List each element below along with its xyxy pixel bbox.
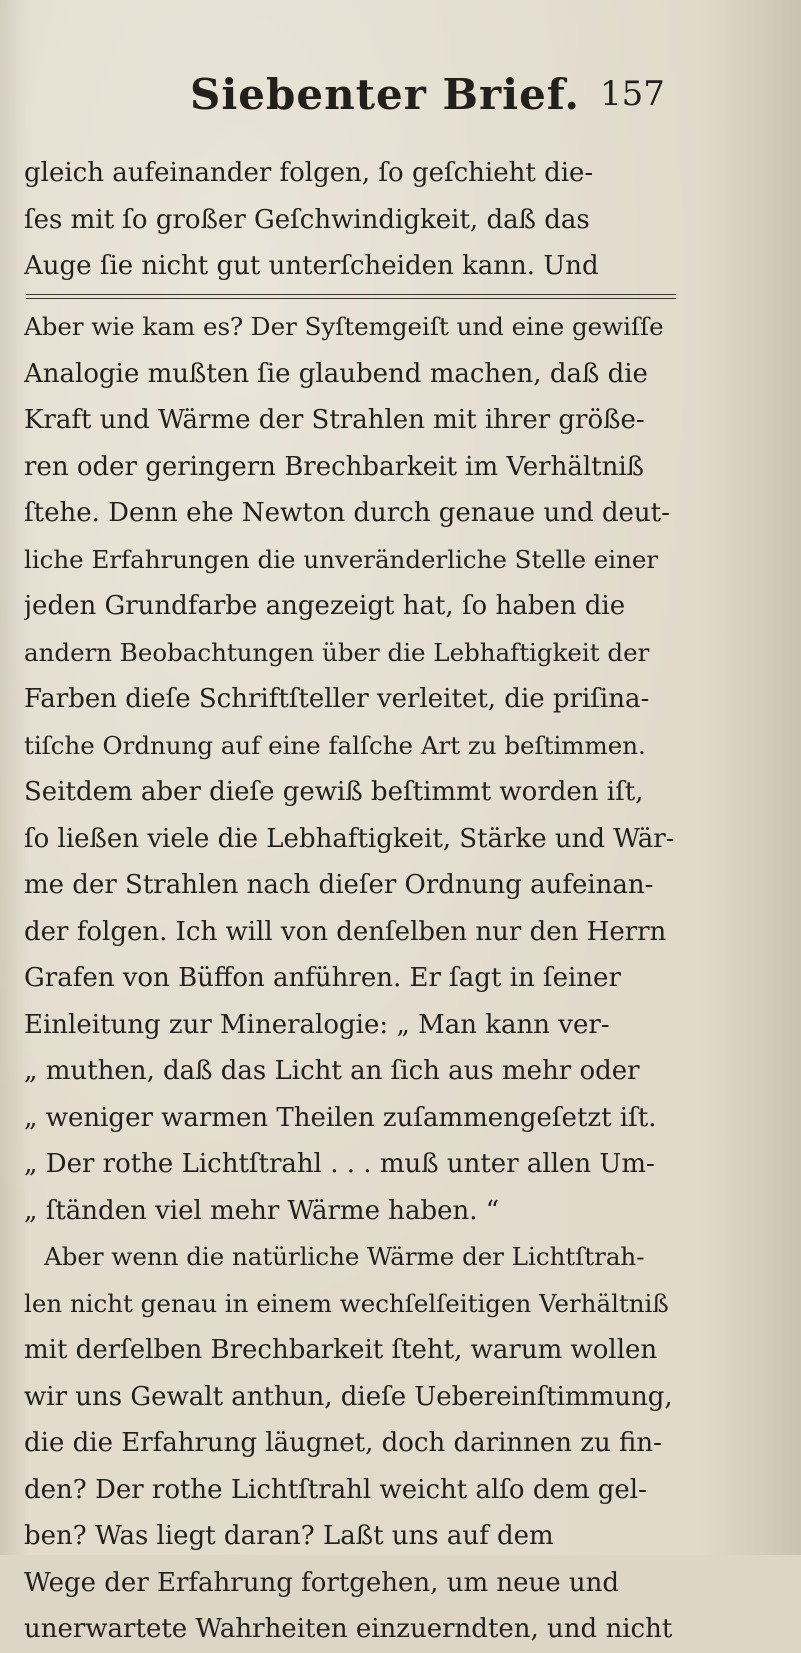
text-line: Wege der Erfahrung fortgehen, um neue und <box>24 1567 620 1598</box>
text-line: „ muthen, daß das Licht an ſich aus mehr oder <box>24 1056 640 1086</box>
text-line: Auge ſie nicht gut unterſcheiden kann. Und <box>24 251 599 281</box>
text-line: mit derſelben Brechbarkeit ſteht, warum wollen <box>24 1335 658 1365</box>
text-line: Analogie mußten ſie glaubend machen, daß die <box>24 358 648 389</box>
text-line: me der Strahlen nach dieſer Ordnung aufeinan- <box>24 870 654 900</box>
text-line: Farben dieſe Schriftſteller verleitet, die priſina- <box>24 684 650 714</box>
text-line: unerwartete Wahrheiten einzuerndten, und nicht <box>24 1614 673 1644</box>
text-line: „ Der rothe Lichtſtrahl . . . muß unter allen Um- <box>24 1149 655 1179</box>
text-line: andern Beobachtungen über die Lebhaftigkeit der <box>24 637 650 667</box>
text-line: „ ſtänden viel mehr Wärme haben. “ <box>24 1195 500 1226</box>
text-line: den? Der rothe Lichtſtrahl weicht alſo dem gel- <box>24 1474 647 1505</box>
text-line: der folgen. Ich will von denſelben nur den Herrn <box>24 916 667 947</box>
text-line: tiſche Ordnung auf eine falſche Art zu beſtimmen. <box>24 730 646 760</box>
text-block-top <box>24 150 684 290</box>
text-line: Aber wie kam es? Der Syſtemgeiſt und eine gewiſſe <box>24 312 664 341</box>
text-line: ſtehe. Denn ehe Newton durch genaue und deut- <box>24 498 670 528</box>
text-line: gleich aufeinander folgen, ſo geſchieht die- <box>24 158 594 188</box>
text-line: jeden Grundfarbe angezeigt hat, ſo haben die <box>24 591 626 621</box>
running-title: Siebenter Brief. <box>190 70 581 119</box>
text-line: Kraft und Wärme der Strahlen mit ihrer größe- <box>24 405 645 435</box>
text-line: Grafen von Büffon anführen. Er ſagt in ſeiner <box>24 963 621 993</box>
text-line: ſes mit ſo großer Geſchwindigkeit, daß das <box>24 204 590 235</box>
text-line: Seitdem aber dieſe gewiß beſtimmt worden iſt, <box>24 777 644 807</box>
text-line: Einleitung zur Mineralogie: „ Man kann ver- <box>24 1009 610 1040</box>
text-line: len nicht genau in einem wechſelſeitigen Verhältniß <box>24 1288 669 1318</box>
text-line: Aber wenn die natürliche Wärme der Lichtſtrah- <box>44 1242 645 1271</box>
text-line: „ weniger warmen Theilen zuſammengeſetzt iſt. <box>24 1102 657 1133</box>
page-number: 157 <box>600 74 665 114</box>
text-line: ren oder geringern Brechbarkeit im Verhältniß <box>24 451 645 482</box>
text-line: ben? Was liegt daran? Laßt uns auf dem <box>24 1521 554 1551</box>
text-block-main <box>24 304 684 1653</box>
page-header <box>0 70 801 130</box>
text-line: liche Erfahrungen die unveränderliche Stelle einer <box>24 544 659 574</box>
text-line: die die Erfahrung läugnet, doch darinnen zu fin- <box>24 1428 662 1458</box>
text-line: wir uns Gewalt anthun, dieſe Uebereinſtimmung, <box>24 1381 673 1412</box>
section-divider <box>26 294 676 299</box>
text-line: ſo ließen viele die Lebhaftigkeit, Stärke und Wär- <box>24 823 675 854</box>
